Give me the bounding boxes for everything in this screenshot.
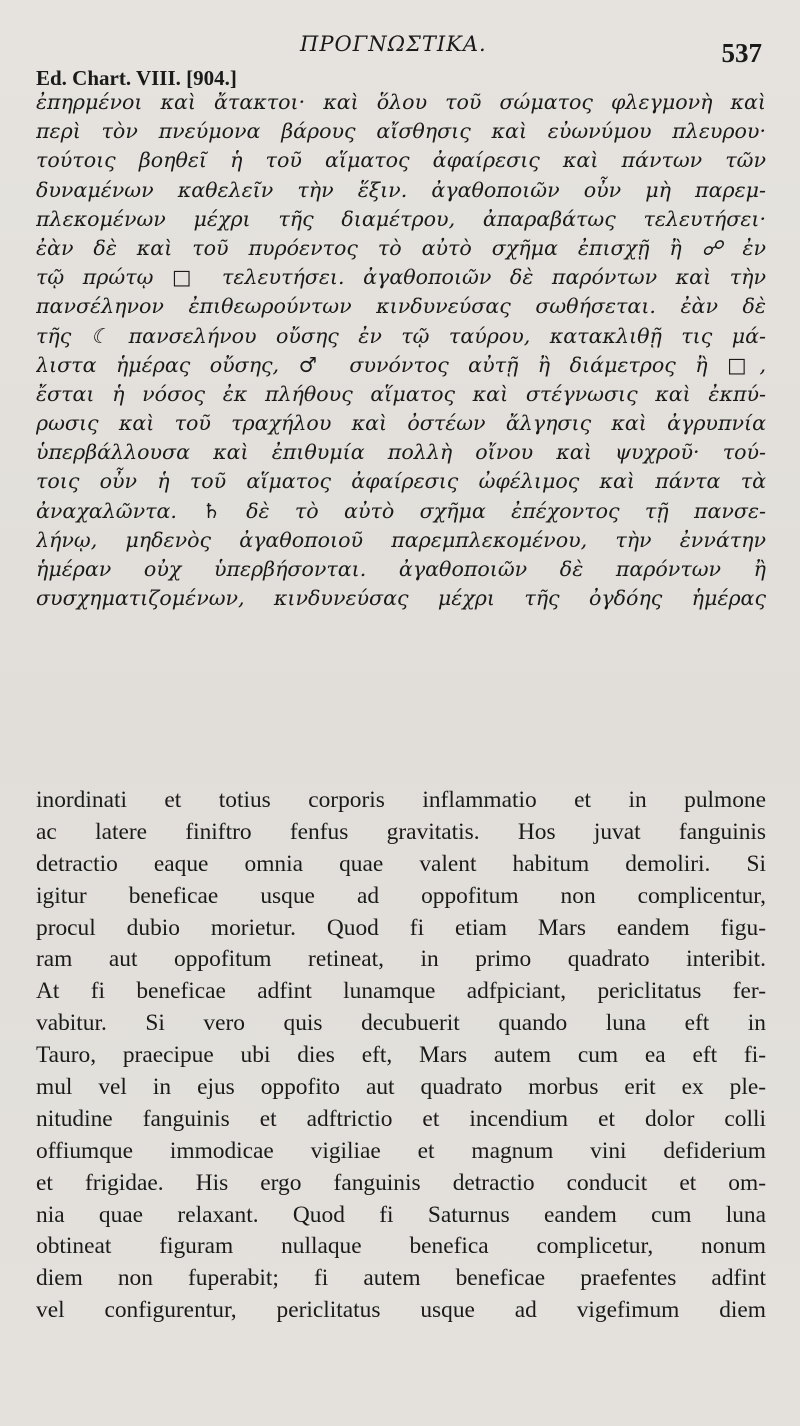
greek-line: ἐπηρμένοι καὶ ἄτακτοι· καὶ ὅλου τοῦ σώματος φλεγμονὴ καὶ	[36, 90, 766, 114]
latin-line: igitur beneficae usque ad oppofitum non complicentur,	[36, 882, 766, 909]
latin-line: offiumque immodicae vigiliae et magnum vini defiderium	[36, 1137, 766, 1164]
latin-line: vabitur. Si vero quis decubuerit quando luna eft in	[36, 1010, 766, 1037]
latin-line: obtineat figuram nullaque benefica complicetur, nonum	[36, 1233, 766, 1260]
latin-line: vel configurentur, periclitatus usque ad vigefimum diem	[36, 1297, 766, 1324]
greek-line: περὶ τὸν πνεύμονα βάρους αἴσθησις καὶ εὐωνύμου πλευρου·	[36, 119, 766, 144]
latin-line: procul dubio morietur. Quod fi etiam Mars eandem figu-	[36, 914, 766, 941]
greek-line: συσχηματιζομένων, κινδυνεύσας μέχρι τῆς ὀγδόης ἡμέρας	[36, 586, 766, 611]
greek-line: τοις οὖν ἡ τοῦ αἵματος ἀφαίρεσις ὠφέλιμος καὶ πάντα τὰ	[36, 469, 766, 494]
greek-line: πανσέληνον ἐπιθεωρούντων κινδυνεύσας σωθήσεται. ἐὰν δὲ	[36, 294, 766, 319]
greek-line: τούτοις βοηθεῖ ἡ τοῦ αἵματος ἀφαίρεσις καὶ πάντων τῶν	[36, 148, 766, 173]
latin-line: At fi beneficae adfint lunamque adfpiciant, periclitatus fer-	[36, 978, 766, 1005]
greek-line: λήνῳ, μηδενὸς ἀγαθοποιοῦ παρεμπλεκομένου, τὴν ἐννάτην	[36, 527, 766, 552]
page-number: 537	[721, 38, 762, 68]
latin-line: mul vel in ejus oppofito aut quadrato morbus erit ex ple-	[36, 1074, 766, 1101]
greek-line: τῷ πρώτῳ □ τελευτήσει. ἀγαθοποιῶν δὲ παρόντων καὶ τὴν	[36, 265, 766, 290]
greek-line: λιστα ἡμέρας οὔσης, ♂ συνόντος αὐτῇ ἢ διάμετρος ἢ □,	[36, 352, 766, 377]
running-head	[0, 30, 800, 66]
greek-line: ἀναχαλῶντα. ♄ δὲ τὸ αὐτὸ σχῆμα ἐπέχοντος τῇ πανσε-	[36, 498, 766, 523]
greek-line: τῆς ☾ πανσελήνου οὔσης ἐν τῷ ταύρου, κατακλιθῇ τις μά-	[36, 323, 766, 348]
latin-line: nia quae relaxant. Quod fi Saturnus eandem cum luna	[36, 1201, 766, 1228]
latin-line: ram aut oppofitum retineat, in primo quadrato interibit.	[36, 946, 766, 973]
greek-line: ἡμέραν οὐχ ὑπερβήσονται. ἀγαθοποιῶν δὲ παρόντων ἢ	[36, 557, 766, 581]
greek-line: ἔσται ἡ νόσος ἐκ πλήθους αἵματος καὶ στέγνωσις καὶ ἐκπύ-	[36, 381, 766, 406]
latin-line: Tauro, praecipue ubi dies eft, Mars autem cum ea eft fi-	[36, 1042, 766, 1069]
edition-reference: Ed. Chart. VIII. [904.]	[36, 66, 237, 90]
latin-line: et frigidae. His ergo fanguinis detractio conducit et om-	[36, 1169, 766, 1196]
latin-line: detractio eaque omnia quae valent habitum demoliri. Si	[36, 850, 766, 877]
greek-line: δυναμένων καθελεῖν τὴν ἕξιν. ἀγαθοποιῶν οὖν μὴ παρεμ-	[36, 177, 766, 202]
running-head-title: ΠΡΟΓΝΩΣΤΙΚΑ.	[300, 32, 487, 56]
greek-text-block	[36, 88, 766, 613]
greek-line: ρωσις καὶ τοῦ τραχήλου καὶ ὀστέων ἄλγησις καὶ ἀγρυπνία	[36, 411, 766, 436]
latin-line: ac latere finiftro fenfus gravitatis. Hos juvat fanguinis	[36, 818, 766, 845]
greek-line: πλεκομένων μέχρι τῆς διαμέτρου, ἀπαραβάτως τελευτήσει·	[36, 206, 766, 231]
greek-line: ἐὰν δὲ καὶ τοῦ πυρόεντος τὸ αὐτὸ σχῆμα ἐπισχῇ ἢ ☍ ἐν	[36, 235, 766, 260]
latin-text-block	[36, 785, 766, 1327]
greek-line: ὑπερβάλλουσα καὶ ἐπιθυμία πολλὴ οἴνου καὶ ψυχροῦ· τού-	[36, 440, 766, 465]
latin-line: diem non fuperabit; fi autem beneficae praefentes adfint	[36, 1265, 766, 1292]
latin-line: nitudine fanguinis et adftrictio et incendium et dolor colli	[36, 1105, 766, 1132]
latin-line: inordinati et totius corporis inflammatio et in pulmone	[36, 787, 766, 813]
